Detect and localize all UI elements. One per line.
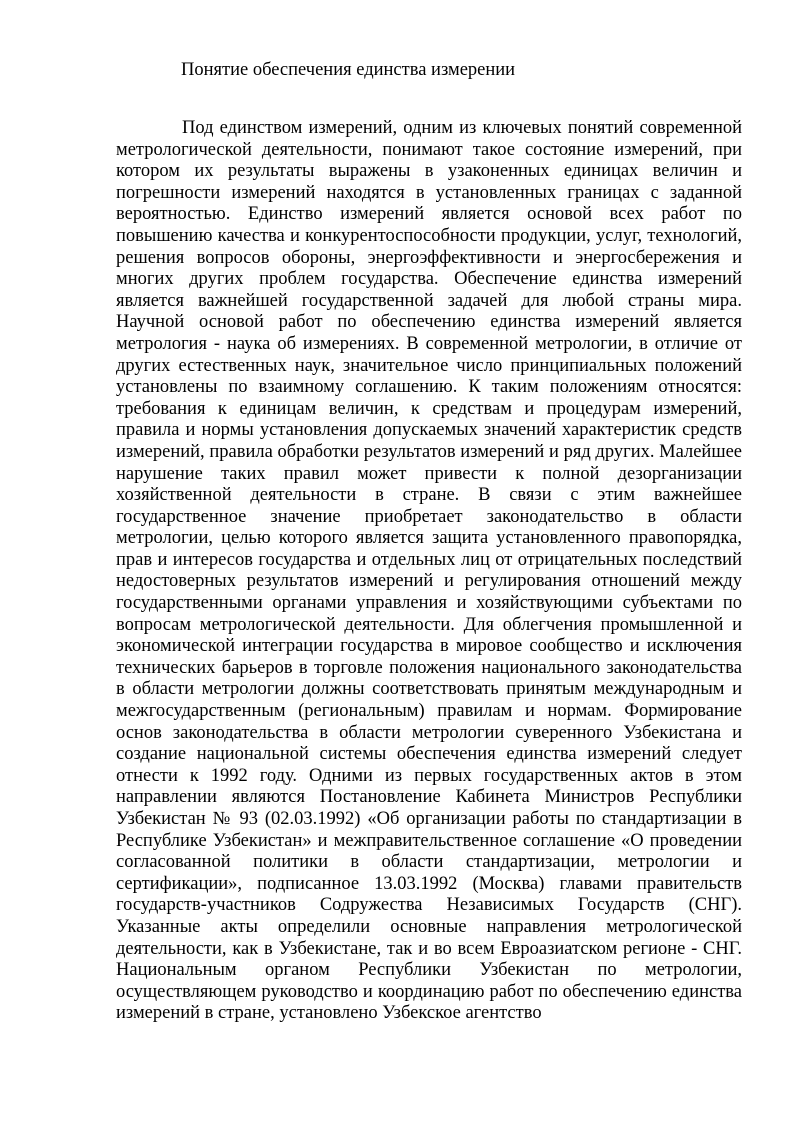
body-paragraph: Под единством измерений, одним из ключевых понятий современной метрологической деятельности, понимают такое состояние измерений, при котором их результаты выражены в узаконенных единицах величин и погрешности измерений находятся в установленных границах с заданной вероятностью. Единство измерений является основой всех работ по повышению качества и конкурентоспособности продукции, услуг, технологий, решения вопросов обороны, энергоэффективности и энергосбережения и многих других проблем государства. Обеспечение единства измерений является важнейшей государственной задачей для любой страны мира. Научной основой работ по обеспечению единства измерений является метрология - наука об измерениях. В современной метрологии, в отличие от других естественных наук, значительное число принципиальных положений установлены по взаимному соглашению. К таким положениям относятся: требования к единицам величин, к средствам и процедурам измерений, правила и нормы установления допускаемых значений характеристик средств измерений, правила обработки результатов измерений и ряд других. Малейшее нарушение таких правил может привести к полной дезорганизации хозяйственной деятельности в стране. В связи с этим важнейшее государственное значение приобретает законодательство в области метрологии, целью которого является защита установленного правопорядка, прав и интересов государства и отдельных лиц от отрицательных последствий недостоверных результатов измерений и регулирования отношений между государственными органами управления и хозяйствующими субъектами по вопросам метрологической деятельности. Для облегчения промышленной и экономической интеграции государства в мировое сообщество и исключения технических барьеров в торговле положения национального законодательства в области метрологии должны соответствовать принятым международным и межгосударственным (региональным) правилам и нормам. Формирование основ законодательства в области метрологии суверенного Узбекистана и создание национальной системы обеспечения единства измерений следует отнести к 1992 году. Одними из первых государственных актов в этом направлении являются Постановление Кабинета Министров Республики Узбекистан № 93 (02.03.1992) «Об организации работы по стандартизации в Республике Узбекистан» и межправительственное соглашение «О проведении согласованной политики в области стандартизации, метрологии и сертификации», подписанное 13.03.1992 (Москва) главами правительств государств-участников Содружества Независимых Государств (СНГ). Указанные акты определили основные направления метрологической деятельности, как в Узбекистане, так и во всем Евроазиатском регионе - СНГ. Национальным органом Республики Узбекистан по метрологии, осуществляющем руководство и координацию работ по обеспечению единства измерений в стране, установлено Узбекское агентство	[116, 118, 742, 1024]
document-title: Понятие обеспечения единства измерении	[181, 60, 516, 80]
